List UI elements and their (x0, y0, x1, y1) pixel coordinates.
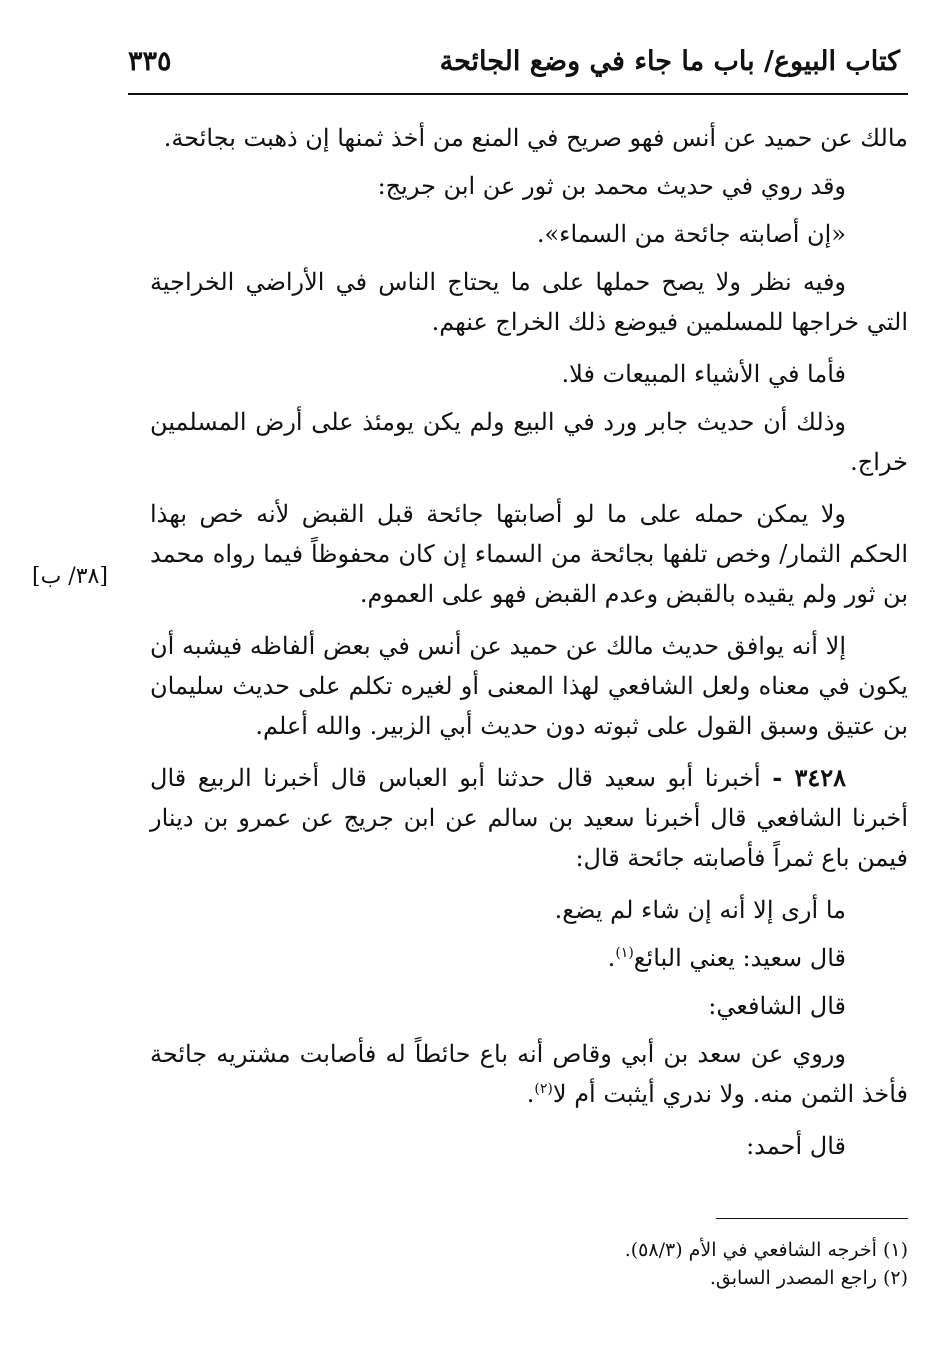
paragraph-text: وروي عن سعد بن أبي وقاص أنه باع حائطاً له فأصابت مشتريه جائحة فأخذ الثمن منه. ولا ندري أيثبت أم لا (150, 1040, 908, 1108)
narrator-note (150, 938, 908, 978)
hadith-paragraph (150, 758, 908, 878)
footnote-marker: (١) (615, 945, 634, 961)
header-divider (128, 93, 908, 95)
hadith-text: أخبرنا أبو سعيد قال حدثنا أبو العباس قال أخبرنا الربيع قال أخبرنا الشافعي قال أخبرنا سعيد بن سالم عن ابن جريج عن عمرو بن دينار فيمن باع ثمراً فأصابته جائحة قال: (150, 764, 908, 872)
chapter-title: كتاب البيوع/ باب ما جاء في وضع الجائحة (439, 46, 900, 77)
paragraph: وذلك أن حديث جابر ورد في البيع ولم يكن يومئذ على أرض المسلمين خراج. (150, 408, 908, 476)
page-number: ٣٣٥ (128, 46, 172, 77)
paragraph: مالك عن حميد عن أنس فهو صريح في المنع من أخذ ثمنها إن ذهبت بجائحة. (163, 124, 908, 152)
speaker-line: قال أحمد: (746, 1132, 846, 1160)
paragraph: فأما في الأشياء المبيعات فلا. (561, 360, 846, 388)
footnote-marker: (٢) (534, 1081, 553, 1097)
paragraph (150, 1034, 908, 1114)
footnote-item: (٢) راجع المصدر السابق. (709, 1267, 908, 1289)
paragraph: وفيه نظر ولا يصح حملها على ما يحتاج الناس في الأراضي الخراجية التي خراجها للمسلمين فيوضع ذلك الخراج عنهم. (150, 268, 908, 336)
main-text (150, 118, 908, 1174)
paragraph: وقد روي في حديث محمد بن ثور عن ابن جريج: (377, 172, 846, 200)
paragraph-end: . (526, 1080, 535, 1108)
footnote-item: (١) أخرجه الشافعي في الأم (٥٨/٣). (624, 1239, 908, 1261)
running-header (128, 38, 908, 94)
paragraph: ولا يمكن حمله على ما لو أصابتها جائحة قبل القبض لأنه خص بهذا الحكم الثمار/ وخص تلفها بجائحة من السماء إن كان محفوظاً فيما رواه محمد بن ثور ولم يقيده بالقبض وعدم القبض فهو على العموم. (150, 500, 908, 608)
manuscript-folio-reference: [٣٨/ ب] (32, 564, 108, 589)
speaker-line: قال الشافعي: (708, 992, 846, 1020)
narrator-note-text: قال سعيد: يعني البائع (633, 944, 846, 972)
paragraph: إلا أنه يوافق حديث مالك عن حميد عن أنس في بعض ألفاظه فيشبه أن يكون في معناه ولعل الشافعي لهذا المعنى أو لغيره تكلم على حديث سليمان بن عتيق وسبق القول على ثبوته دون حديث أبي الزبير. والله أعلم. (150, 632, 908, 740)
footnotes (560, 1236, 908, 1292)
quotation: «إن أصابته جائحة من السماء». (536, 220, 846, 248)
quoted-saying: ما أرى إلا أنه إن شاء لم يضع. (554, 896, 846, 924)
footnote-divider (716, 1218, 908, 1219)
narrator-note-end: . (607, 944, 616, 972)
hadith-number: ٣٤٢٨ - (772, 763, 846, 792)
